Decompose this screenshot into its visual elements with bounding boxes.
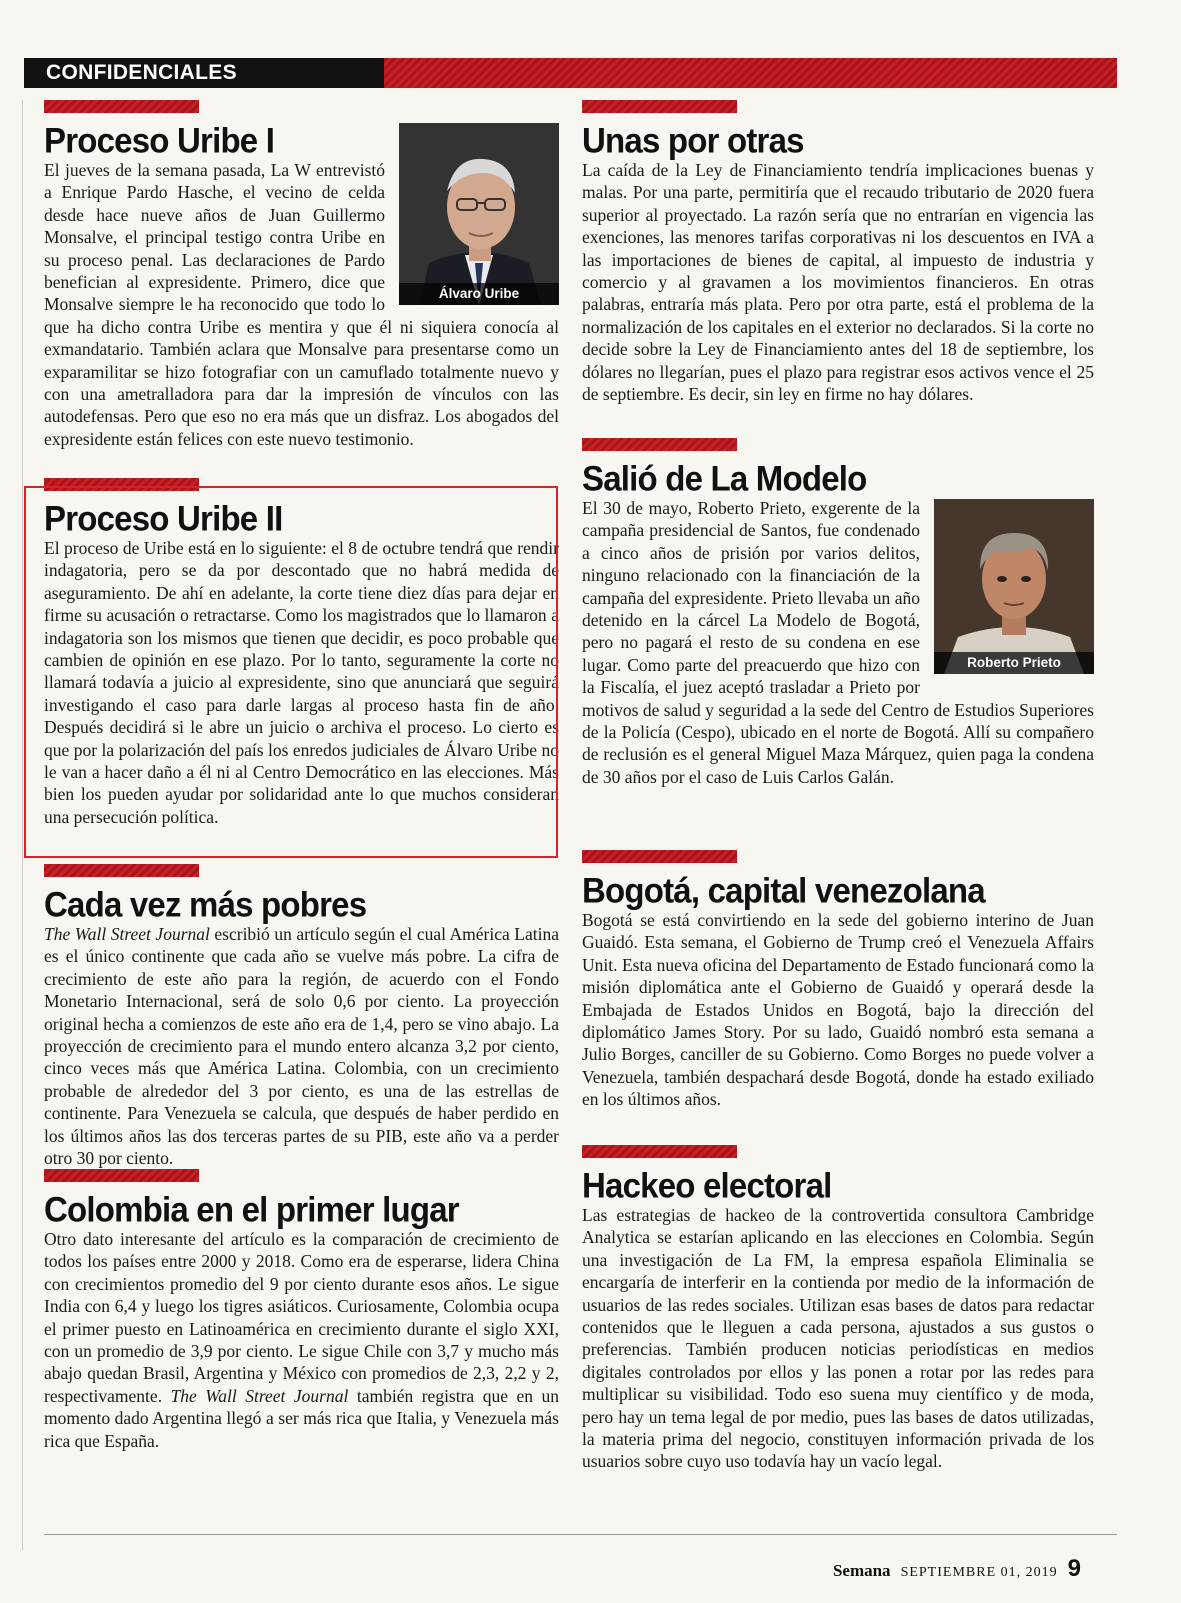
article-body-text: también registra que en un momento dado Argentina llegó a ser más rica que Italia, y Venezuela más rica que España.: [44, 1385, 559, 1451]
photo-caption: Álvaro Uribe: [399, 283, 559, 305]
footer-rule: [44, 1534, 1117, 1535]
article-title: Salió de La Modelo: [582, 457, 867, 498]
left-margin-rule: [22, 100, 23, 1550]
article-title: Cada vez más pobres: [44, 883, 367, 924]
article-body: El 30 de mayo, Roberto Prieto, exgerente de la campaña presidencial de Santos, fue condenado a cinco años de prisión por varios delitos, ninguno relacionado con la financiación de la campaña del expresidente. Prieto llevaba un año detenido en la cárcel La Modelo de Bogotá, pero no pagará el resto de su condena en ese lugar. Como parte del preacuerdo que hizo con la Fiscalía, el juez aceptó trasladar a Prieto por motivos de salud y seguridad a la sede del Centro de Estudios Superiores de la Policía (Cespo), ubicado en el norte de Bogotá. Allí su compañero de reclusión es el general Miguel Maza Márquez, quien paga la condena de 30 años por el caso de Luis Carlos Galán.: [582, 498, 1094, 787]
article-redbar: [44, 100, 199, 113]
page-footer: [833, 1555, 1081, 1583]
article-redbar: [44, 864, 199, 877]
article-redbar: [44, 1169, 199, 1182]
source-name: The Wall Street Journal: [170, 1385, 349, 1406]
article-body: [44, 1228, 559, 1452]
article-redbar: [44, 478, 199, 491]
article-salio-de-la-modelo: [582, 438, 1094, 850]
article-body: [44, 923, 559, 1169]
article-unas-por-otras: [582, 100, 1094, 438]
article-body-text: Otro dato interesante del artículo es la comparación de crecimiento de todos los países entre 2000 y 2018. Como era de esperarse, lidera China con crecimientos promedio del 9 por ciento durante esos años. Le sigue India con 6,4 y luego los tigres asiáticos. Curiosamente, Colombia ocupa el primer puesto en Latinoamérica en crecimiento durante el siglo XXI, con un promedio de 3,9 por ciento. Le sigue Chile con 3,7 y mucho más abajo quedan Brasil, Argentina y México con promedios de 2,3, 2,2 y 2, respectivamente.: [44, 1229, 559, 1406]
article-body: El jueves de la semana pasada, La W entrevistó a Enrique Pardo Hasche, el vecino de celda desde hace nueve años de Juan Guillermo Monsalve, el principal testigo contra Uribe en su proceso penal. Las declaraciones de Pardo benefician al expresidente. Primero, dice que Monsalve siempre le ha reconocido que todo lo que ha dicho contra Uribe es mentira y que él ni siquiera conocía al exmandatario. También aclara que Monsalve para presentarse como un exparamilitar se hizo fotografiar con un camuflado totalmente nuevo y con una ametralladora para dar la impresión de vínculos con las autodefensas. Pero que eso no era más que un disfraz. Los abogados del expresidente están felices con este nuevo testimonio.: [44, 160, 559, 449]
article-title: Proceso Uribe I: [44, 119, 275, 160]
portrait-illustration: [934, 499, 1094, 674]
article-title: Proceso Uribe II: [44, 497, 283, 538]
article-cada-vez-mas-pobres: [44, 864, 559, 1169]
article-redbar: [582, 100, 737, 113]
magazine-name: Semana: [832, 1561, 891, 1580]
article-title: Unas por otras: [582, 119, 804, 160]
article-body: El proceso de Uribe está en lo siguiente: el 8 de octubre tendrá que rendir indagatoria, pero se da por descontado que no habrá medida de aseguramiento. De ahí en adelante, la corte tiene diez días para dejar en firme su acusación o retractarse. Como los magistrados que lo llamaron a indagatoria son los mismos que tienen que decidir, es poco probable que cambien de opinión en ese plazo. Por lo tanto, seguramente la corte no llamará todavía a juicio al expresidente, sino que anunciará que seguirá investigando el caso para darle largas al proceso hasta fin de año. Después decidirá si le abre un juicio o archiva el proceso. Lo cierto es que por la polarización del país los enredos judiciales de Álvaro Uribe no le van a hacer daño a él ni al Centro Democrático en las elecciones. Más bien los pueden ayudar por solidaridad ante lo que muchos consideran una persecución política.: [44, 538, 559, 827]
article-colombia-primer-lugar: [44, 1169, 559, 1452]
section-bar: [24, 58, 1117, 88]
article-body: Las estrategias de hackeo de la controvertida consultora Cambridge Analytica se estarían aplicando en las elecciones en Colombia. Según una investigación de La FM, la empresa española Eliminalia se encargaría de interferir en la contienda por medio de la información de usuarios de las redes sociales. Utilizan esas bases de datos para redactar contenidos que le lleguen a cada persona, ajustados a sus gustos o preferencias. También producen noticias periodísticas en medios digitales controlados por ellos y las ponen a rotar por las redes para multiplicar su visibilidad. Todo eso suena muy científico y de moda, pero hay un tema legal de por medio, pues las bases de datos utilizadas, la materia prima del negocio, constituyen información privada de los usuarios sobre cuyo uso todavía hay un vacío legal.: [582, 1205, 1094, 1472]
article-title: Hackeo electoral: [582, 1164, 832, 1205]
article-proceso-uribe-2: [44, 478, 559, 864]
article-bogota-capital-venezolana: [582, 850, 1094, 1145]
article-title: Bogotá, capital venezolana: [582, 869, 985, 910]
page-number: 9: [1067, 1555, 1081, 1582]
article-proceso-uribe-1: [44, 100, 559, 478]
article-redbar: [582, 850, 737, 863]
right-column: [582, 100, 1094, 1473]
article-body: Bogotá se está convirtiendo en la sede del gobierno interino de Juan Guaidó. Esta semana, el Gobierno de Trump creó el Venezuela Affairs Unit. Esta nueva oficina del Departamento de Estado funcionará como la misión diplomática ante el Gobierno de Guaidó y operará desde la Embajada de Estados Unidos en Bogotá, bajo la dirección del diplomático James Story. Por su lado, Guaidó nombró esta semana a Julio Borges, canciller de su Gobierno. Como Borges no puede volver a Venezuela, también despachará desde Bogotá, donde ha estado exiliado en los últimos años.: [582, 910, 1094, 1110]
article-title: Colombia en el primer lugar: [44, 1188, 459, 1229]
article-body-text: escribió un artículo según el cual América Latina es el único continente que cada año se vuelve más pobre. La cifra de crecimiento de este año para la región, de acuerdo con el Fondo Monetario Internacional, será de solo 0,6 por ciento. La proyección original hecha a comienzos de este año era de 1,4, pero se vino abajo. La proyección de crecimiento para el mundo entero alcanza 3,2 por ciento, cinco veces más que América Latina. Colombia, con un crecimiento probable de alrededor del 3 por ciento, es una de las estrellas de continente. Para Venezuela se calcula, que después de haber perdido en los últimos años las dos terceras partes de su PIB, este año va a perder otro 30 por ciento.: [44, 924, 559, 1169]
article-redbar: [582, 438, 737, 451]
left-column: [44, 100, 559, 1452]
source-name: The Wall Street Journal: [44, 924, 210, 944]
article-hackeo-electoral: [582, 1145, 1094, 1473]
section-title: CONFIDENCIALES: [24, 58, 384, 88]
photo-caption: Roberto Prieto: [934, 652, 1094, 674]
issue-date: SEPTIEMBRE 01, 2019: [900, 1565, 1058, 1580]
photo-roberto-prieto: [934, 499, 1094, 674]
article-body: La caída de la Ley de Financiamiento tendría implicaciones buenas y malas. Por una parte, permitiría que el recaudo tributario de 2020 fuera superior al proyectado. La razón sería que no entrarían en vigencia las exenciones, las menores tarifas corporativas ni los descuentos en IVA a las importaciones de bienes de capital, al impuesto de industria y comercio y al gravamen a los movimientos financieros. En otras palabras, entraría más plata. Pero por otra parte, está el problema de la normalización de los capitales en el exterior no declarados. Si la corte no decide sobre la Ley de Financiamiento antes del 18 de septiembre, los dólares no llegarían, pues el plazo para registrar esos activos vence el 25 de septiembre. Es decir, sin ley en firme no hay dólares.: [582, 160, 1094, 405]
article-redbar: [582, 1145, 737, 1158]
